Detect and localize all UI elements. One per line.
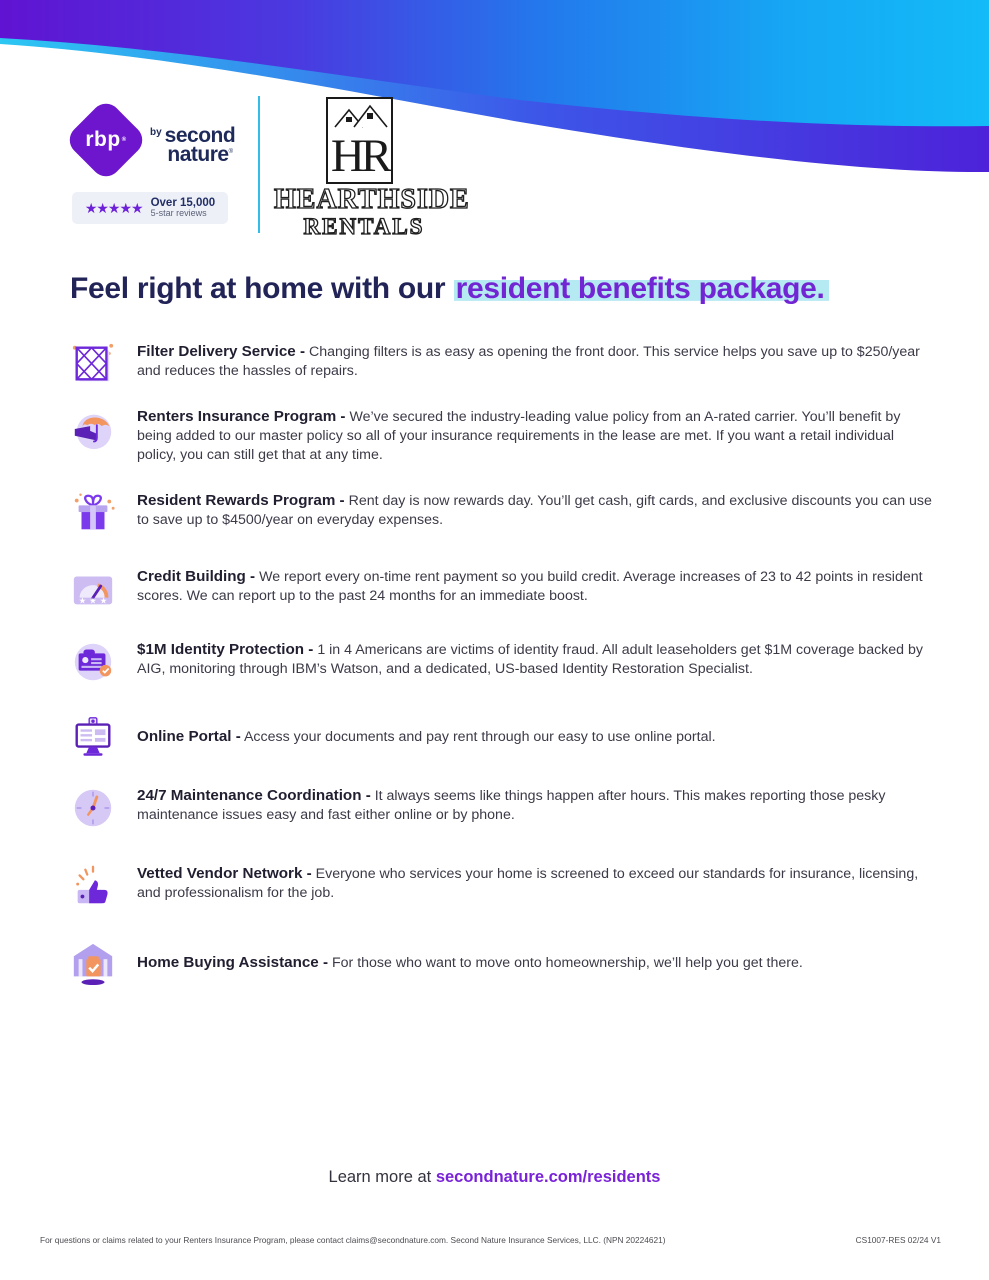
benefit-desc: Rent day is now rewards day. You’ll get cash, gift cards, and exclusive discounts you can use to save up to $4500/year on everyday expenses.: [137, 493, 932, 529]
benefit-title: Renters Insurance Program -: [137, 408, 346, 425]
credit-gauge-icon: [70, 566, 116, 612]
learn-more-line: [0, 1168, 989, 1187]
benefit-text: [137, 863, 932, 903]
benefit-text: [137, 566, 932, 606]
page-title: [70, 272, 950, 306]
benefit-item-online-portal: [70, 714, 932, 760]
headline-prefix: Feel right at home with our: [70, 272, 446, 305]
online-portal-icon: [70, 714, 116, 760]
wave-svg: [0, 0, 989, 190]
partner-name-line2: RENTALS: [303, 214, 425, 239]
svg-text:★: ★: [89, 595, 97, 606]
clock-icon: [70, 785, 116, 831]
benefit-text: [137, 406, 932, 465]
learn-more-link[interactable]: secondnature.com/residents: [435, 1168, 661, 1186]
id-card-icon: [70, 639, 116, 685]
header-wave-graphic: [0, 0, 989, 190]
benefit-title: 24/7 Maintenance Coordination -: [137, 787, 371, 804]
hearthside-logo-box: [326, 97, 393, 184]
benefit-desc: 1 in 4 Americans are victims of identity fraud. All adult leaseholders get $1M coverage backed by AIG, monitoring through IBM’s Watson, and a dedicated, US-based Identity Restoration Specialist.: [137, 642, 923, 678]
five-star-icons: ★★★★★: [84, 200, 143, 216]
svg-text:★: ★: [99, 595, 108, 606]
rooftops-icon: [332, 102, 390, 128]
registered-mark: ®: [121, 137, 127, 143]
partner-name-line1: HEARTHSIDE: [274, 184, 470, 215]
home-check-icon: [70, 940, 116, 986]
review-badge: [72, 192, 228, 224]
benefit-desc: It always seems like things happen after hours. This makes reporting those pesky maintenance issues easy and fast either online or by phone.: [137, 788, 886, 824]
hr-monogram: HR: [330, 129, 389, 182]
brand-name: [165, 126, 236, 165]
review-count: Over 15,000: [150, 196, 216, 209]
benefit-desc: For those who want to move onto homeownership, we’ll help you get there.: [331, 955, 803, 972]
benefit-title: Online Portal -: [137, 728, 241, 746]
benefit-item-filter-delivery: [70, 341, 932, 387]
benefit-item-renters-insurance: [70, 406, 932, 465]
insurance-disclaimer: For questions or claims related to your Renters Insurance Program, please contact claims@secondnature.com. Second Nature Insurance Services, LLC. (NPN 20224621): [40, 1235, 666, 1245]
benefit-desc: We report every on-time rent payment so you build credit. Average increases of 23 to 42 points in resident scores. We can report up to the past 24 months for an immediate boost.: [137, 569, 923, 605]
benefit-title: Resident Rewards Program -: [137, 492, 345, 509]
benefit-title: Credit Building -: [137, 568, 256, 585]
benefit-title: $1M Identity Protection -: [137, 641, 314, 658]
umbrella-icon: [70, 406, 116, 452]
benefit-title: Vetted Vendor Network -: [137, 865, 312, 882]
benefit-text: [137, 490, 932, 530]
headline-highlight: resident benefits package.: [454, 272, 829, 308]
document-code: CS1007-RES 02/24 V1: [855, 1235, 941, 1245]
second-nature-wordmark: [150, 126, 235, 165]
benefit-title: Filter Delivery Service -: [137, 343, 305, 360]
registered-mark: ®: [228, 149, 233, 156]
by-label: by: [150, 127, 162, 138]
benefit-item-identity-protection: [70, 639, 932, 685]
benefit-desc: Changing filters is as easy as opening the front door. This service helps you save up to $250/year and reduces the hassles of repairs.: [137, 344, 920, 380]
brand-line2: nature®: [167, 143, 233, 167]
filter-icon: [70, 341, 116, 387]
benefit-item-resident-rewards: [70, 490, 932, 536]
review-caption: 5-star reviews: [150, 208, 207, 219]
rbp-logo-text: rbp ®: [85, 128, 127, 151]
hearthside-wordmark: [274, 184, 470, 239]
benefit-text: [137, 639, 932, 679]
review-text: [151, 197, 216, 220]
benefit-text: [137, 952, 803, 973]
benefit-item-credit-building: [70, 566, 932, 612]
brand-line1: second: [164, 124, 236, 147]
benefit-text: [137, 726, 716, 747]
svg-text:★: ★: [78, 595, 87, 606]
benefit-item-home-buying: [70, 940, 932, 986]
benefit-text: [137, 341, 932, 381]
benefit-desc: Access your documents and pay rent through our easy to use online portal.: [243, 729, 716, 746]
logo-divider: [258, 96, 260, 233]
benefit-item-maintenance: [70, 785, 932, 831]
benefit-title: Home Buying Assistance -: [137, 954, 329, 972]
thumbs-up-icon: [70, 863, 116, 909]
benefit-desc: We’ve secured the industry-leading value policy from an A-rated carrier. You’ll benefit by being added to our master policy so all of your insurance requirements in the lease are met. If you want a retail individual policy, you can still get that at any time.: [137, 409, 901, 464]
rbp-logo: [72, 98, 140, 182]
benefit-desc: Everyone who services your home is screened to exceed our standards for insurance, licensing, and professionalism for the job.: [137, 866, 919, 902]
benefit-text: [137, 785, 932, 825]
gift-icon: [70, 490, 116, 536]
learn-more-prefix: Learn more at: [328, 1168, 436, 1186]
benefit-item-vendor-network: [70, 863, 932, 909]
